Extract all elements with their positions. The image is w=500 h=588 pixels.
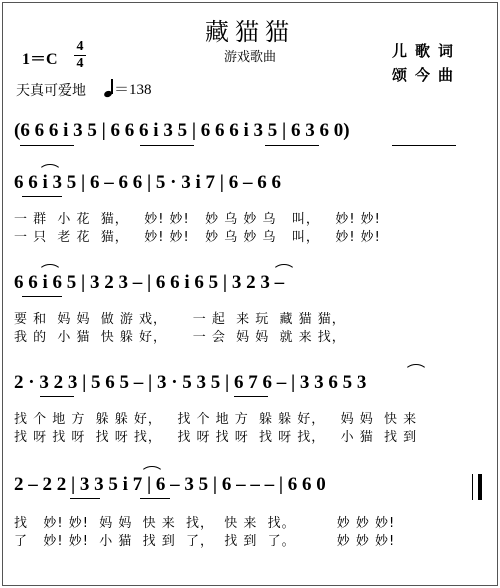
thin-barline bbox=[472, 474, 473, 500]
row2-notes: 6 6 i 6 5 | 3 2 3 – | 6 6 i 6 5 | 3 2 3 – bbox=[14, 272, 285, 293]
final-barline bbox=[478, 474, 482, 500]
notation-row-2 bbox=[14, 272, 484, 300]
notation-row-1 bbox=[14, 172, 484, 200]
beam-line bbox=[265, 145, 319, 146]
meter-top: 4 bbox=[76, 39, 84, 54]
quarter-note-icon bbox=[104, 79, 114, 97]
beam-line bbox=[392, 145, 456, 146]
intro-notes: (6 6 6 i 3 5 | 6 6 6 i 3 5 | 6 6 6 i 3 5 | 6 3 6 0) bbox=[14, 120, 350, 141]
beam-line bbox=[234, 396, 268, 397]
expression-mark: 天真可爱地 bbox=[16, 83, 86, 99]
beam-line bbox=[140, 498, 170, 499]
row4-notes: 2 – 2 2 | 3 3 5 i 7 | 6 – 3 5 | 6 – – – | 6 6 0 bbox=[14, 474, 326, 495]
lyric-row-1b: 一 只 老 花 猫， 妙! 妙! 妙 乌 妙 乌 叫， 妙! 妙! bbox=[14, 230, 381, 245]
lyric-row-4a: 找 妙! 妙! 妈 妈 快 来 找， 快 来 找。 妙 妙 妙! bbox=[14, 516, 396, 531]
beam-line bbox=[70, 498, 100, 499]
beam-line bbox=[20, 145, 74, 146]
composer-credit: 颂今曲 bbox=[392, 66, 462, 84]
lyric-row-2a: 要 和 妈 妈 做 游 戏， 一 起 来 玩 藏 猫 猫， bbox=[14, 312, 346, 327]
row1-notes: 6 6 i 3 5 | 6 – 6 6 | 5 · 3 i 7 | 6 – 6 6 bbox=[14, 172, 281, 193]
notation-row-intro bbox=[14, 120, 484, 148]
beam-line bbox=[40, 396, 74, 397]
beam-line bbox=[22, 296, 62, 297]
lyric-row-1a: 一 群 小 花 猫， 妙! 妙! 妙 乌 妙 乌 叫， 妙! 妙! bbox=[14, 212, 381, 227]
tempo-value: ＝138 bbox=[114, 82, 152, 98]
beam-line bbox=[22, 196, 62, 197]
lyricist-credit: 儿歌词 bbox=[392, 42, 462, 60]
lyric-row-2b: 我 的 小 猫 快 躲 好， 一 会 妈 妈 就 来 找， bbox=[14, 330, 346, 345]
row3-notes: 2 · 3 2 3 | 5 6 5 – | 3 · 5 3 5 | 6 7 6 – | 3 3 6 5 3 bbox=[14, 372, 367, 393]
song-subtitle: 游戏歌曲 bbox=[223, 50, 276, 65]
lyric-row-3b: 找 呀 找 呀 找 呀 找， 找 呀 找 呀 找 呀 找， 小 猫 找 到 bbox=[14, 430, 418, 445]
lyric-row-3a: 找 个 地 方 躲 躲 好， 找 个 地 方 躲 躲 好， 妈 妈 快 来 bbox=[14, 412, 418, 427]
tempo-mark bbox=[104, 78, 152, 99]
song-title: 藏猫猫 bbox=[205, 18, 295, 46]
key-signature: 1＝C bbox=[22, 51, 58, 68]
lyric-row-4b: 了 妙! 妙! 小 猫 找 到 了， 找 到 了。 妙 妙 妙! bbox=[14, 534, 396, 549]
time-signature bbox=[74, 40, 86, 71]
beam-line bbox=[140, 145, 194, 146]
meter-bottom: 4 bbox=[76, 56, 84, 71]
